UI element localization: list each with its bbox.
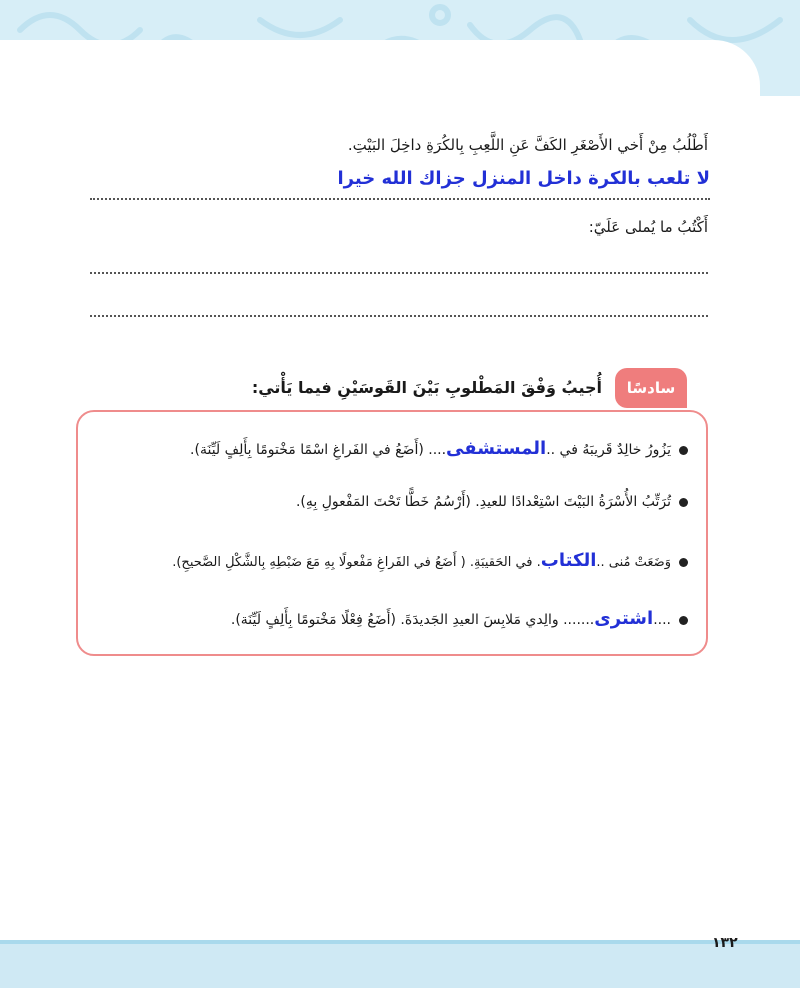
filled-answer: الكتاب xyxy=(540,550,597,571)
list-item: تُرَتِّبُ الأُسْرَةُ البَيْتَ اسْتِعْدادًا للعيدِ. (أَرْسُمُ خَطًّا تَحْتَ المَفْعولِ بِهِ). xyxy=(74,494,688,510)
dictation-line-2 xyxy=(90,315,708,317)
bullet-icon xyxy=(679,498,688,507)
section-title: أُجيبُ وَفْقَ المَطْلوبِ بَيْنَ القَوسَيْنِ فيما يَأْتي: xyxy=(251,378,602,397)
answer-1: لا تلعب بالكرة داخل المنزل جزاك الله خيرا xyxy=(334,168,710,189)
list-item: ....اشترى....... والِدي مَلابِسَ العيدِ الجَديدَةَ. (أَضَعُ فِعْلًا مَخْتومًا بِأَلِفٍ لَيِّنَة). xyxy=(74,608,688,629)
footer-stripe xyxy=(0,940,800,944)
page-number: ١٣٢ xyxy=(712,935,738,951)
list-item: وَضَعَتْ مُنى ..الكتاب. في الحَقيبَةِ. ( أَضَعُ في الفَراغِ مَفْعولًا بِهِ مَعَ ضَبْطِهِ بِالشَّكْلِ الصَّحيحِ). xyxy=(66,550,688,571)
filled-answer: اشترى xyxy=(594,608,654,629)
bullet-icon xyxy=(679,446,688,455)
section-tag: سادسًا xyxy=(615,368,687,408)
bullet-icon xyxy=(679,558,688,567)
filled-answer: المستشفى xyxy=(446,438,547,459)
answer-line-1 xyxy=(90,168,710,200)
dictation-line-1 xyxy=(90,272,708,274)
bullet-icon xyxy=(679,616,688,625)
instruction-2: أَكْتُبُ ما يُملى عَلَيّ: xyxy=(588,218,708,236)
list-item: يَزُورُ خالِدٌ قَريبَهُ في ..المستشفى.... (أَضَعُ في الفَراغِ اسْمًا مَخْتومًا بِأَلِفٍ لَيِّنَة). xyxy=(74,438,688,459)
instruction-1: أَطْلُبُ مِنْ أَخي الأَصْغَرِ الكَفَّ عَنِ اللَّعِبِ بِالكُرَةِ داخِلَ البَيْتِ. xyxy=(347,136,708,154)
footer-band xyxy=(0,940,800,988)
